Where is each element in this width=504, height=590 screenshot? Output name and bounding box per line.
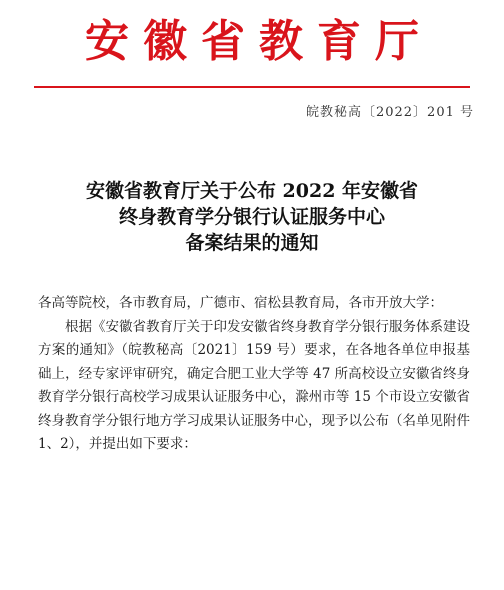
document-number: 皖教秘高〔2022〕201 号 (305, 105, 474, 120)
issuing-authority-header: 安徽省教育厅 (85, 16, 433, 67)
header-red-rule (34, 86, 470, 88)
recipients-line: 各高等院校，各市教育局，广德市、宿松县教育局，各市开放大学： (38, 295, 443, 311)
notice-title-line-3: 备案结果的通知 (185, 232, 319, 254)
notice-title-line-2: 终身教育学分银行认证服务中心 (118, 206, 385, 228)
notice-title (0, 178, 504, 256)
notice-title-line-1: 安徽省教育厅关于公布 2022 年安徽省 (85, 180, 419, 202)
body-paragraph-1: 根据《安徽省教育厅关于印发安徽省终身教育学分银行服务体系建设方案的通知》（皖教秘高〔2021〕159 号）要求，在各地各单位申报基础上，经专家评审研究，确定合肥工业大学等 47 所高校设立安徽省终身教育学分银行高校学习成果认证服务中心，滁州市等 15 个市设立安徽省终身教育学分银行地方学习成果认证服务中心，现予以公布（名单见附件 1、2），并提出如下要求： (38, 318, 470, 452)
notice-body (38, 292, 470, 457)
